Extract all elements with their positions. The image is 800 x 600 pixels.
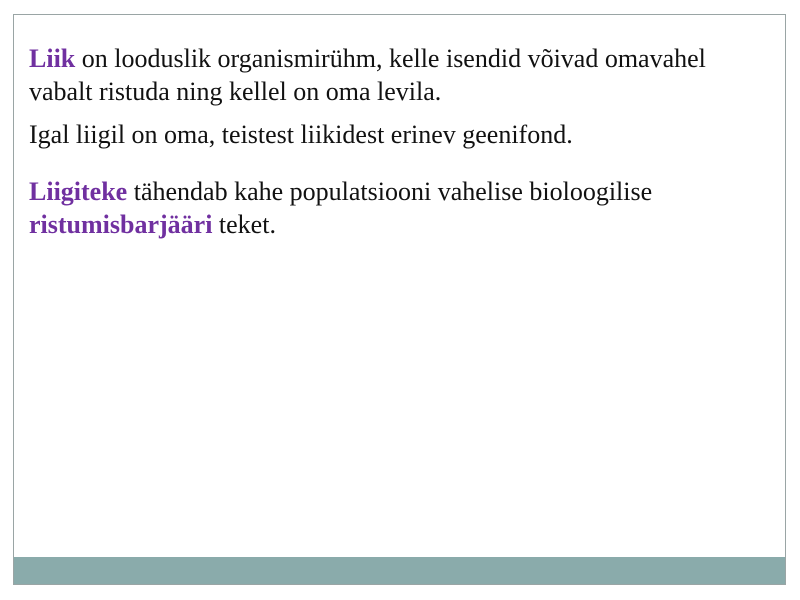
- speciation-text-before: tähendab kahe populatsiooni vahelise bioloogilise: [127, 177, 666, 206]
- paragraph-speciation: [29, 175, 769, 241]
- slide-content: [29, 42, 769, 241]
- slide: [13, 14, 786, 585]
- paragraph-species-definition: [29, 42, 769, 108]
- species-definition-text: on looduslik organismirühm, kelle isendid võivad omavahel vabalt ristuda ning kellel on oma levila.: [29, 44, 706, 106]
- term-ristumisbarjaari: ristumisbarjääri: [29, 210, 213, 239]
- footer-bar: [14, 557, 785, 584]
- term-liik: Liik: [29, 44, 76, 73]
- speciation-text-after: teket.: [212, 210, 276, 239]
- paragraph-gene-pool: Igal liigil on oma, teistest liikidest erinev geenifond.: [29, 120, 573, 149]
- term-liigiteke: Liigiteke: [29, 177, 128, 206]
